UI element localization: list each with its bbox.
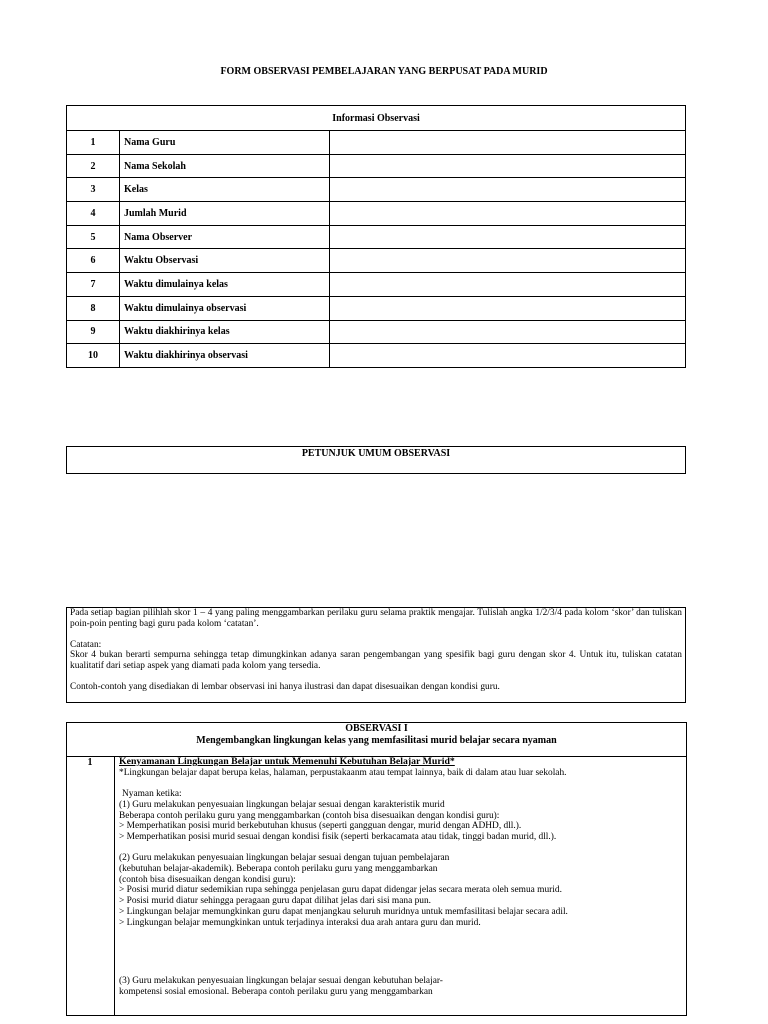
row-number: 1 [67,131,120,155]
row-number: 6 [67,249,120,273]
row-value-cell[interactable] [330,131,686,155]
observasi-note: *Lingkungan belajar dapat berupa kelas, halaman, perpustakaanm atau tempat lainnya, baik di dalam atau luar sekolah. [119,767,567,778]
table-row [67,249,686,273]
item-bullet: > Memperhatikan posisi murid sesuai dengan kondisi fisik (seperti berkacamata atau tidak, tinggi badan murid, dll.). [119,831,557,842]
observasi-heading: Kenyamanan Lingkungan Belajar untuk Memenuhi Kebutuhan Belajar Murid* [119,756,455,767]
observasi-item-number: 1 [87,757,93,768]
item-text: Beberapa contoh perilaku guru yang menggambarkan (contoh bisa disesuaikan dengan kondisi guru): [119,810,500,821]
row-label: Waktu dimulainya observasi [120,296,330,320]
row-number: 9 [67,320,120,344]
petunjuk-title: PETUNJUK UMUM OBSERVASI [301,448,451,459]
row-label: Waktu diakhirinya kelas [120,320,330,344]
row-number: 10 [67,344,120,368]
table-row [67,273,686,297]
row-label: Kelas [120,178,330,202]
row-label: Nama Sekolah [120,154,330,178]
instruction-paragraph: Contoh-contoh yang disediakan di lembar observasi ini hanya ilustrasi dan dapat disesuaikan dengan kondisi guru. [70,682,500,693]
instructions-box [66,607,686,703]
catatan-label: Catatan: [70,639,102,650]
table-row [67,178,686,202]
observasi-content [119,757,639,998]
item-bullet: > Lingkungan belajar memungkinkan guru dapat menjangkau seluruh muridnya untuk memfasilitasi belajar secara adil. [119,906,568,917]
instruction-paragraph: Skor 4 bukan berarti sempurna sehingga tetap dimungkinkan adanya saran pengembangan yang spesifik bagi guru dengan skor 4. Untuk itu, tuliskan catatan kualitatif dari setiap aspek yang diamati pada kolom yang tersedia. [70,650,682,671]
row-number: 8 [67,296,120,320]
table-row [67,154,686,178]
column-divider [114,757,115,1016]
table-row [67,202,686,226]
observasi-title: OBSERVASI I [345,723,408,734]
row-label: Jumlah Murid [120,202,330,226]
item-title: (1) Guru melakukan penyesuaian lingkungan belajar sesuai dengan karakteristik murid [119,799,445,810]
row-value-cell[interactable] [330,202,686,226]
row-number: 3 [67,178,120,202]
row-number: 7 [67,273,120,297]
row-value-cell[interactable] [330,154,686,178]
instruction-paragraph: Pada setiap bagian pilihlah skor 1 – 4 yang paling menggambarkan perilaku guru selama praktik mengajar. Tulislah angka 1/2/3/4 pada kolom ‘skor’ dan tuliskan poin-poin penting bagi guru pada kolom ‘catatan’. [70,608,682,629]
table-row [67,225,686,249]
row-value-cell[interactable] [330,249,686,273]
row-label: Nama Observer [120,225,330,249]
table-row [67,296,686,320]
item-bullet: > Lingkungan belajar memungkinkan untuk terjadinya interaksi dua arah antara guru dan murid. [119,917,481,928]
item-title: (3) Guru melakukan penyesuaian lingkungan belajar sesuai dengan kebutuhan belajar- [119,976,443,987]
form-title: FORM OBSERVASI PEMBELAJARAN YANG BERPUSAT PADA MURID [220,66,548,77]
row-value-cell[interactable] [330,225,686,249]
item-title: (2) Guru melakukan penyesuaian lingkungan belajar sesuai dengan tujuan pembelajaran [119,853,450,864]
petunjuk-box [66,446,686,474]
row-label: Waktu diakhirinya observasi [120,344,330,368]
observasi-header [66,722,687,757]
row-number: 4 [67,202,120,226]
table-row [67,344,686,368]
item-bullet: > Posisi murid diatur sehingga peragaan guru dapat dilihat jelas dari sisi mana pun. [119,896,431,907]
row-value-cell[interactable] [330,344,686,368]
item-text: (kebutuhan belajar-akademik). Beberapa contoh perilaku guru yang menggambarkan [119,864,438,875]
row-number: 5 [67,225,120,249]
row-label: Nama Guru [120,131,330,155]
row-number: 2 [67,154,120,178]
row-label: Waktu Observasi [120,249,330,273]
row-label: Waktu dimulainya kelas [120,273,330,297]
row-value-cell[interactable] [330,273,686,297]
item-bullet: > Memperhatikan posisi murid berkebutuhan khusus (seperti gangguan dengar, murid dengan ADHD, dll.). [119,821,522,832]
item-text: (contoh bisa disesuaikan dengan kondisi guru): [119,874,296,885]
nyaman-label: Nyaman ketika: [122,789,182,800]
info-table [66,105,686,368]
row-value-cell[interactable] [330,320,686,344]
row-value-cell[interactable] [330,178,686,202]
row-value-cell[interactable] [330,296,686,320]
item-text: kompetensi sosial emosional. Beberapa contoh perilaku guru yang menggambarkan [119,986,433,997]
item-bullet: > Posisi murid diatur sedemikian rupa sehingga penjelasan guru dapat didengar jelas secara merata oleh semua murid. [119,885,562,896]
info-table-header: Informasi Observasi [67,106,686,131]
table-row [67,131,686,155]
observasi-subtitle: Mengembangkan lingkungan kelas yang memfasilitasi murid belajar secara nyaman [196,734,557,746]
table-row [67,320,686,344]
